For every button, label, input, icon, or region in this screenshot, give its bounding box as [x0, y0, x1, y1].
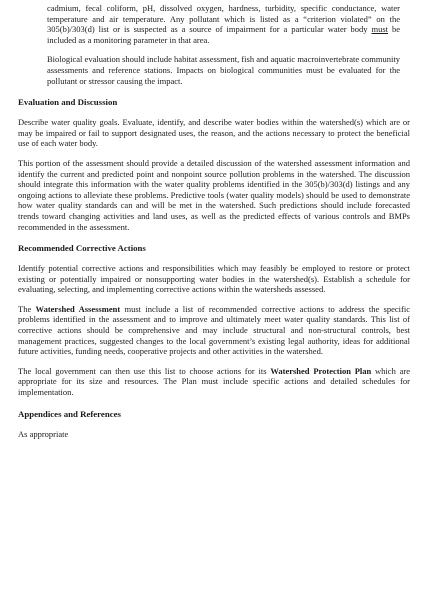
heading-evaluation: Evaluation and Discussion [18, 97, 118, 108]
corrective-text: The local government can then use this list to choose actions for its [18, 365, 271, 376]
appendices-section [18, 429, 410, 440]
corrective-paragraph-identify: Identify potential corrective actions and responsibilities which may feasibly be employed to restore or protect existing or potentially impaired or nonsupporting water bodies in the watershed(s). Establish a schedule for evaluating, selecting, and implementing corrective actions within the watersheds assessed. [18, 263, 410, 295]
bold-watershed-protection-plan: Watershed Protection Plan [270, 365, 372, 376]
corrective-paragraph-assessment [18, 304, 410, 357]
corrective-paragraph-plan [18, 366, 410, 398]
corrective-text: must include a list of recommended corrective actions to address the specific problems identified in the assessment and to improve and ultimately meet water quality standards. This list of corrective actions should be comprehensive and may include structural and non-structural controls, best management practices, suggested changes to the local government’s existing legal authority, ideas for additional future activities, funding needs, cooperative projects and other activities in the watershed. [18, 303, 410, 357]
intro-text: cadmium, fecal coliform, pH, dissolved oxygen, hardness, turbidity, specific conductance, water temperature and air temperature. Any pollutant which is listed as a “criterion violated” on the 305(b)/303(d) list or is suspected as a source of impairment for a particular water body [47, 3, 400, 35]
intro-section [47, 3, 400, 86]
heading-appendices: Appendices and References [18, 408, 121, 419]
evaluation-section [18, 117, 410, 232]
underlined-must: must [371, 24, 389, 35]
evaluation-paragraph-discussion: This portion of the assessment should provide a detailed discussion of the watershed assessment information and identify the current and predicted point and nonpoint source pollution problems in the watershed. The discussion should integrate this information with the water quality problems identified in the 305(b)/303(d) listings and any ongoing actions to alleviate these problems. Predictive tools (water quality models) should be used to demonstrate how water quality standards can and will be met in the watershed. Such predictions should include forecasted trends toward changing activities and land uses, as well as the predicted effects of various controls and BMPs recommended in the assessment. [18, 157, 410, 232]
appendices-paragraph: As appropriate [18, 428, 69, 439]
corrective-text: which are appropriate for its size and resources. The Plan must include specific actions and detailed schedules for implementation. [18, 365, 410, 398]
corrective-section [18, 263, 410, 398]
intro-text: be included as a monitoring parameter in that area. [47, 24, 400, 45]
bold-watershed-assessment: Watershed Assessment [35, 303, 121, 314]
intro-paragraph-monitoring [47, 3, 400, 45]
corrective-text: The [18, 303, 36, 314]
intro-paragraph-biological: Biological evaluation should include habitat assessment, fish and aquatic macroinvertebrate community assessments and reference stations. Impacts on biological communities must be evaluated for the pollutant or stressor causing the impact. [47, 54, 400, 86]
evaluation-paragraph-goals: Describe water quality goals. Evaluate, identify, and describe water bodies within the watershed(s) which are or may be impaired or fail to support designated uses, the reason, and the actions necessary to protect the beneficial use of each water body. [18, 117, 410, 149]
heading-corrective-actions: Recommended Corrective Actions [18, 243, 146, 254]
